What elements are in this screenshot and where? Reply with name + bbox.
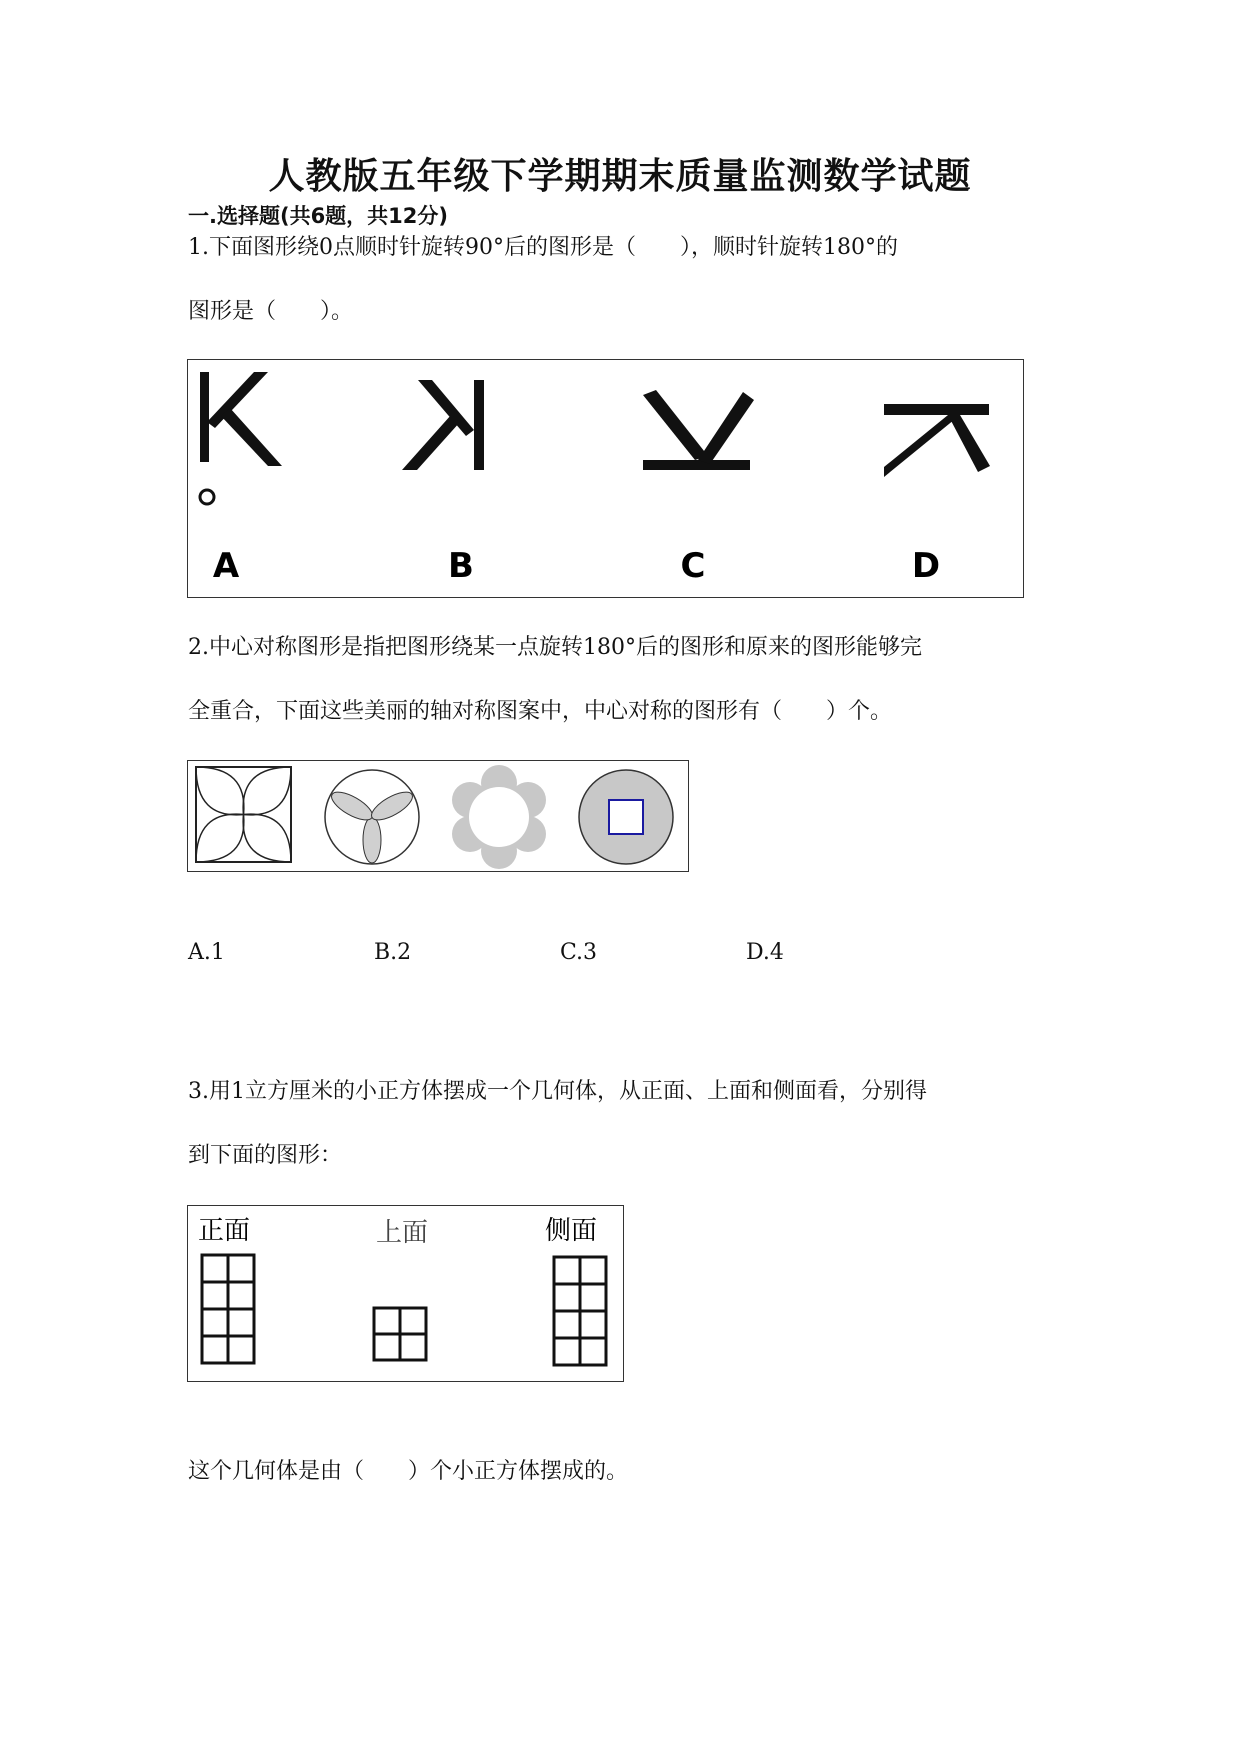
view-label-top: 上面 [376, 1218, 429, 1248]
q2-option-d[interactable]: D.4 [746, 940, 784, 965]
q3-text-line1: 3.用1立方厘米的小正方体摆成一个几何体，从正面、上面和侧面看，分别得 [188, 1079, 927, 1104]
front-view-grid [202, 1255, 254, 1363]
q1-figure [187, 359, 1024, 598]
pattern-square-leaves [196, 767, 291, 862]
label-a: A [212, 546, 240, 586]
view-label-side: 侧面 [545, 1216, 598, 1246]
q3-figure [187, 1205, 624, 1382]
shape-c-rotated-k [643, 390, 754, 470]
top-view-grid [374, 1308, 426, 1360]
q1-figure-svg [188, 360, 1023, 597]
label-d: D [911, 546, 941, 586]
q2-option-a[interactable]: A.1 [188, 940, 225, 965]
rotation-point-o [200, 490, 214, 504]
shape-b-mirrored-k [402, 380, 484, 470]
q3-text-line3: 这个几何体是由（ ）个小正方体摆成的。 [188, 1459, 629, 1484]
pattern-circle-three-petals [325, 770, 419, 864]
q3-figure-svg [188, 1206, 623, 1381]
page-title: 人教版五年级下学期期末质量监测数学试题 [268, 156, 972, 197]
q2-option-b[interactable]: B.2 [374, 940, 412, 965]
shape-d-rotated-k [884, 404, 990, 477]
q1-text-line2: 图形是（ ）。 [188, 299, 354, 324]
q1-text-line1: 1.下面图形绕0点顺时针旋转90°后的图形是（ ），顺时针旋转180°的 [188, 235, 898, 260]
pattern-flower [452, 765, 546, 869]
q3-text-line2: 到下面的图形： [188, 1143, 343, 1168]
q2-option-c[interactable]: C.3 [560, 940, 598, 965]
view-label-front: 正面 [198, 1216, 251, 1246]
label-c: C [680, 546, 706, 586]
shape-a-k [200, 372, 282, 466]
section-heading: 一.选择题(共6题，共12分) [188, 204, 449, 228]
q2-figure [187, 760, 689, 872]
label-b: B [448, 546, 474, 586]
q2-figure-svg [188, 761, 688, 871]
pattern-coin [579, 770, 673, 864]
q2-text-line1: 2.中心对称图形是指把图形绕某一点旋转180°后的图形和原来的图形能够完 [188, 635, 922, 660]
side-view-grid [554, 1257, 606, 1365]
q2-text-line2: 全重合，下面这些美丽的轴对称图案中，中心对称的图形有（ ）个。 [188, 699, 893, 724]
